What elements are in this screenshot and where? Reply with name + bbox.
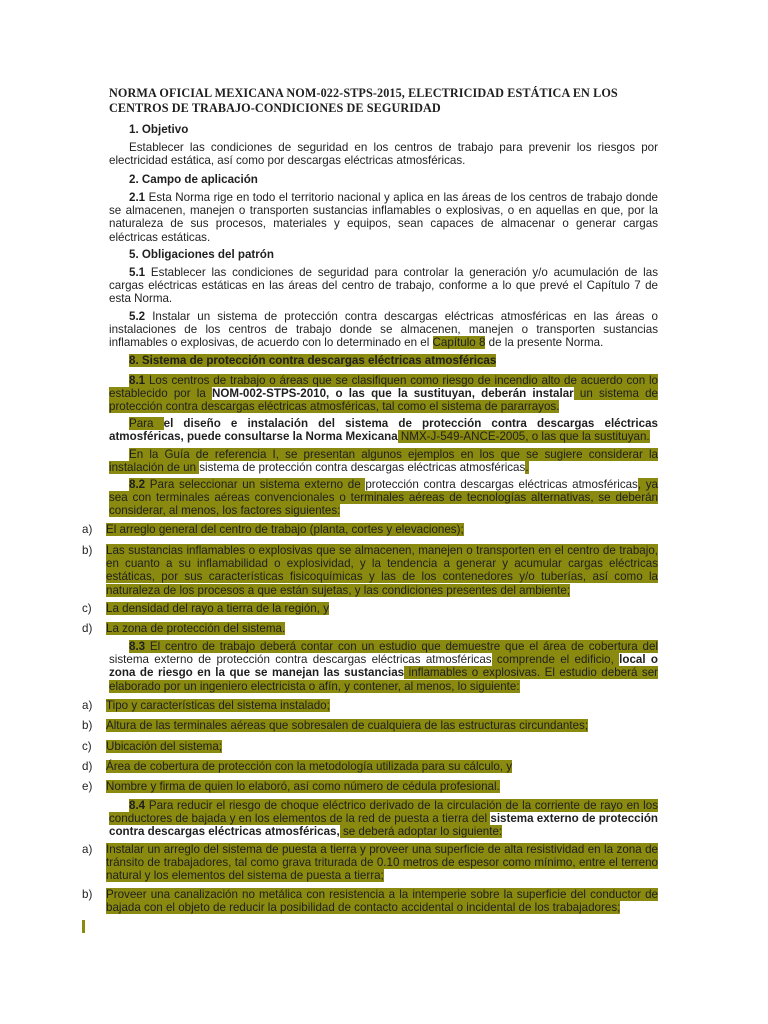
list-item [82, 523, 658, 536]
text-8-2-b: protección contra descargas eléctricas atmosféricas [365, 478, 638, 491]
paragraph-5-2 [109, 310, 658, 350]
text-5-2-b: sistema de protección contra descargas eléctricas atmosféricas [217, 310, 567, 323]
text-5-2-a: Instalar un [145, 310, 218, 323]
text-5-2-c: en las áreas o instalaciones de los centros de trabajo donde se almacenen, manejen o transporten sustancias inflamables o explosivas, de acuerdo con lo determinado en el [109, 310, 658, 350]
list-label: c) [82, 602, 92, 615]
list-item [82, 843, 658, 883]
paragraph-objetivo [109, 141, 658, 167]
list-item [82, 760, 658, 773]
text-8-1-a: Los centros de trabajo o áreas que se clasifiquen como riesgo de incendio alto de acuerdo con lo establecido por la [109, 374, 658, 401]
list-text: El arreglo general del centro de trabajo (planta, cortes y elevaciones); [106, 523, 464, 536]
objetivo-text: Establecer las condiciones de seguridad en los centros de trabajo para prevenir los riesgos por electricidad estática, así como por descargas eléctricas atmosféricas. [109, 141, 658, 168]
list-item [82, 699, 658, 712]
list-text: Tipo y características del sistema instalado; [106, 699, 330, 712]
text-2-1: Esta Norma rige en todo el territorio nacional y aplica en las áreas de los centros de trabajo donde se almacenen, manejen o transporten sustancias inflamables o explosivas, o en aquellas en que, por la naturaleza de sus procesos, materiales y equipos, sean capaces de almacenar o generar cargas eléctricas estáticas. [109, 191, 658, 244]
text-8-1-para-b: el diseño e instalación del sistema de protección contra descargas eléctricas atmosféricas, puede consultarse la Norma Mexicana [109, 417, 658, 444]
paragraph-5-1 [109, 266, 658, 306]
text-5-2-e: de la presente Norma. [485, 336, 604, 350]
text-8-2-c: , ya sea con terminales aéreas convencionales o terminales aéreas de tecnologías alternativas, se deberán considerar, al menos, los factores siguientes: [109, 478, 658, 518]
text-8-1-c: un sistema de protección contra descargas eléctricas atmosféricas, tal como el sistema de pararrayos. [109, 387, 658, 414]
text-8-1-b: NOM-002-STPS-2010, o las que la sustituyan, deberán instalar [212, 387, 574, 401]
heading-obligaciones: 5. Obligaciones del patrón [129, 248, 274, 261]
num-2-1: 2.1 [129, 191, 146, 204]
text-8-3-a: El centro de trabajo deberá contar con un estudio que demuestre que el área de cobertura del [145, 640, 658, 653]
list-item [82, 602, 658, 615]
list-label: a) [82, 523, 93, 536]
paragraph-8-1 [109, 374, 658, 414]
text-8-1-para-a: Para [129, 417, 164, 430]
text-8-4-c: se deberá adoptar lo siguiente: [339, 825, 503, 839]
heading-sistema-proteccion [129, 354, 496, 367]
text-8-2-a: Para seleccionar un sistema externo de [145, 478, 366, 491]
list-text: Área de cobertura de protección con la metodología utilizada para su cálculo, y [106, 760, 513, 773]
num-5-2: 5.2 [129, 310, 146, 323]
list-item [82, 888, 658, 914]
list-label: b) [82, 544, 93, 557]
text-guia-a: En la Guía de referencia I, se presentan algunos ejemplos en los que se sugiere considerar la instalación de un [109, 448, 658, 475]
text-cursor[interactable] [82, 920, 85, 933]
paragraph-8-1-guia [109, 448, 658, 474]
text-8-3-e: inflamables o explosivas. El estudio deberá ser elaborado por un ingeniero electricista o afín, y contener, al menos, lo siguiente: [109, 666, 659, 693]
paragraph-8-1-para [109, 417, 658, 443]
list-text: Altura de las terminales aéreas que sobresalen de cualquiera de las estructuras circundantes; [106, 719, 589, 732]
paragraph-8-4 [109, 799, 658, 839]
list-item [82, 740, 658, 753]
list-label: b) [82, 888, 93, 901]
text-8-3-d: local o zona de riesgo en la que se manejan las sustancias [109, 653, 658, 680]
document-title: NORMA OFICIAL MEXICANA NOM-022-STPS-2015, ELECTRICIDAD ESTÁTICA EN LOS CENTROS DE TRABAJO-CONDICIONES DE SEGURIDAD [109, 86, 618, 115]
link-capitulo-8: Capítulo 8 [432, 336, 486, 350]
num-8-1: 8.1 [129, 374, 146, 387]
list-item [82, 719, 658, 732]
num-8-4: 8.4 [129, 799, 146, 812]
list-text: Proveer una canalización no metálica con resistencia a la intemperie sobre la superficie del conductor de bajada con el objeto de reducir la posibilidad de contacto accidental o incidental de los trabajadores; [106, 888, 658, 915]
text-5-1: Establecer las condiciones de seguridad para controlar la generación y/o acumulación de las cargas eléctricas estáticas en las áreas del centro de trabajo, conforme a lo que prevé el Capítulo 7 de esta Norma. [109, 266, 658, 306]
list-item [82, 780, 658, 793]
list-label: a) [82, 699, 93, 712]
num-5-1: 5.1 [129, 266, 146, 279]
list-label: c) [82, 740, 92, 753]
list-text: Ubicación del sistema; [106, 740, 222, 753]
list-text: La densidad del rayo a tierra de la región, y [106, 602, 329, 615]
list-text: Nombre y firma de quien lo elaboró, así como número de cédula profesional. [106, 780, 500, 793]
text-8-3-c: comprende el edificio, [491, 653, 620, 667]
num-8-3: 8.3 [129, 640, 146, 653]
heading-campo-aplicacion: 2. Campo de aplicación [129, 173, 258, 186]
list-text: Las sustancias inflamables o explosivas que se almacenen, manejen o transporten en el centro de trabajo, en cuanto a su inflamabilidad o explosividad, y la tendencia a generar y acumular cargas eléctricas estáticas, por sus características fisicoquímicas y las de los contenedores y/o tuberías, así como la naturaleza de los procesos a que están sujetas, y las condiciones presentes del ambiente; [106, 544, 658, 597]
heading-8-text: 8. Sistema de protección contra descargas eléctricas atmosféricas [129, 354, 497, 367]
text-8-4-a: Para reducir el riesgo de choque eléctrico derivado de la circulación de la corriente de rayo en los conductores de bajada y en los elementos de la red de puesta a tierra del [109, 799, 658, 826]
list-label: d) [82, 622, 93, 635]
text-guia-c: . [525, 461, 529, 475]
text-guia-b: sistema de protección contra descargas eléctricas atmosféricas [199, 461, 526, 475]
list-item [82, 544, 658, 597]
paragraph-8-3 [109, 640, 658, 693]
list-label: a) [82, 843, 93, 856]
text-8-1-para-c: NMX-J-549-ANCE-2005, o las que la sustituyan. [397, 430, 650, 444]
text-8-4-b: sistema externo de protección contra descargas eléctricas atmosféricas, [109, 812, 658, 839]
list-label: b) [82, 719, 93, 732]
list-label: e) [82, 780, 93, 793]
list-item [82, 622, 658, 635]
list-text: La zona de protección del sistema. [106, 622, 286, 635]
text-8-3-b: sistema externo de protección contra descargas eléctricas atmosféricas [109, 653, 492, 667]
paragraph-8-2 [109, 478, 658, 518]
num-8-2: 8.2 [129, 478, 146, 491]
list-label: d) [82, 760, 93, 773]
heading-objetivo: 1. Objetivo [129, 123, 189, 136]
paragraph-2-1 [109, 191, 658, 244]
list-text: Instalar un arreglo del sistema de puesta a tierra y proveer una superficie de alta resistividad en la zona de tránsito de trabajadores, tal como grava triturada de 0.10 metros de espesor como mínimo, entre el terreno natural y los elementos del sistema de puesta a tierra; [106, 843, 658, 883]
